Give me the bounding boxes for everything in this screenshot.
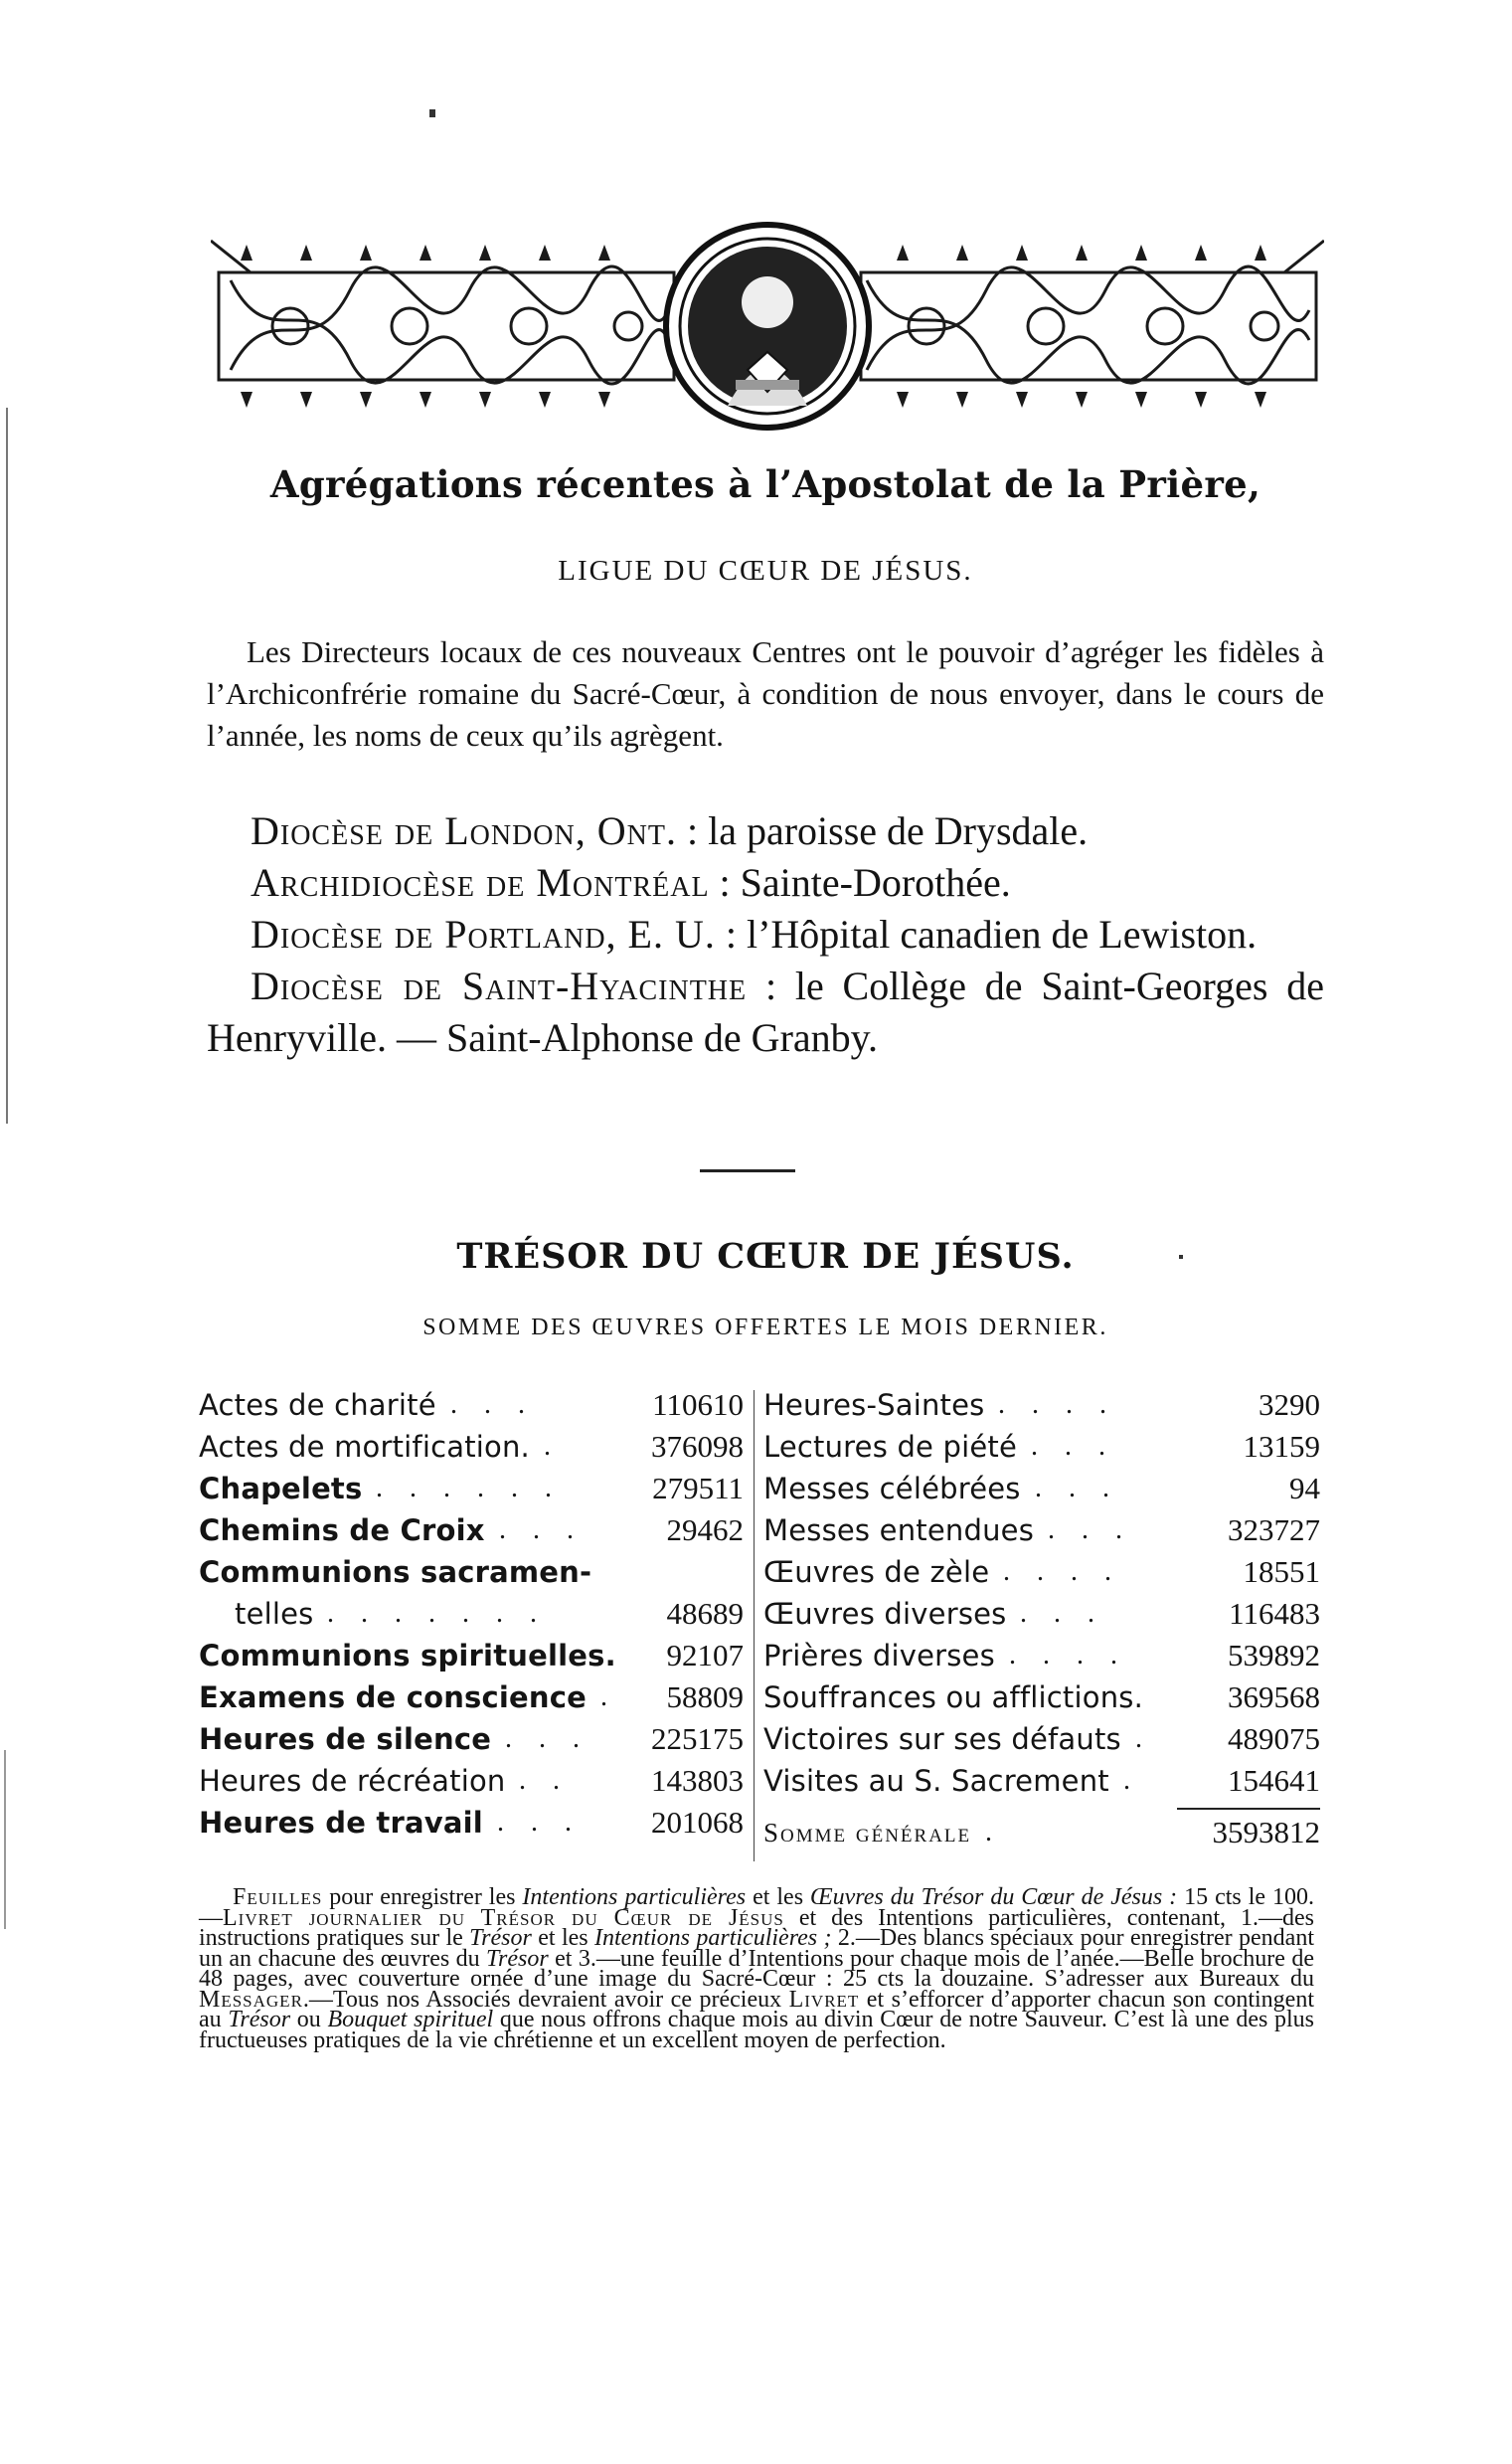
table-row <box>199 1509 744 1551</box>
work-count: 58809 <box>666 1679 744 1714</box>
table-row <box>763 1593 1320 1635</box>
section-subtitle: LIGUE DU CŒUR DE JÉSUS. <box>558 555 973 587</box>
work-label: Visites au S. Sacrement <box>763 1764 1109 1798</box>
total-label: Somme générale <box>763 1818 972 1848</box>
work-count: 376098 <box>651 1429 744 1464</box>
work-label: Heures de récréation <box>199 1764 506 1798</box>
note-text: Livret <box>788 1986 860 2013</box>
leader-dots: . . <box>519 1765 570 1796</box>
table-row <box>763 1509 1320 1551</box>
note-text: et les <box>531 1925 594 1951</box>
table-row <box>763 1676 1320 1718</box>
diocese-places: : la paroisse de Drysdale. <box>676 808 1089 853</box>
table-row <box>763 1468 1320 1509</box>
note-text: Livret journalier du Trésor du Cœur de Jésus <box>223 1904 784 1931</box>
diocese-entry <box>207 909 1324 961</box>
work-count: 143803 <box>651 1763 744 1798</box>
work-count: 94 <box>1289 1471 1320 1505</box>
work-label: Lectures de piété <box>763 1430 1018 1464</box>
work-label: Chemins de Croix <box>199 1513 485 1547</box>
diocese-places: : le Collège de Saint-Georges de Henryville. — Saint-Alphonse de Granby. <box>207 964 1324 1060</box>
work-label: Souffrances ou afflictions. <box>763 1680 1144 1714</box>
work-label: Chapelets <box>199 1472 363 1505</box>
work-label: Œuvres de zèle <box>763 1555 990 1589</box>
note-text: Trésor <box>228 2007 291 2032</box>
diocese-places: : l’Hôpital canadien de Lewiston. <box>715 912 1258 957</box>
note-text: Feuilles <box>233 1884 323 1910</box>
note-text: Intentions particulières <box>522 1884 747 1910</box>
note-text: et des Intentions particulières, contenant, 1.—des instructions pratiques sur le <box>199 1904 1314 1951</box>
work-count: 489075 <box>1228 1721 1320 1756</box>
leader-dots: . . . . <box>1003 1556 1121 1587</box>
table-row <box>763 1635 1320 1676</box>
treasury-table-left <box>199 1384 744 1844</box>
work-count: 225175 <box>651 1721 744 1756</box>
print-speck <box>429 109 435 117</box>
table-row <box>763 1718 1320 1760</box>
leader-dots: . . . <box>497 1807 582 1838</box>
work-label: Communions sacramen- <box>199 1555 592 1589</box>
work-label: Examens de conscience <box>199 1680 588 1714</box>
leader-dots: . <box>1135 1723 1152 1754</box>
total-row <box>763 1812 1320 1853</box>
work-label: Heures de silence <box>199 1722 492 1756</box>
work-count: 48689 <box>666 1596 744 1631</box>
intro-text: Les Directeurs locaux de ces nouveaux Centres ont le pouvoir d’agréger les fidèles à l’Archiconfrérie romaine du Sacré-Cœur, à condition de nous envoyer, dans le cours de l’année, les noms de ceux qu’ils agrègent. <box>207 634 1324 753</box>
page-edge-line <box>4 1750 6 1929</box>
table-row <box>199 1760 744 1802</box>
table-row <box>763 1384 1320 1426</box>
table-row <box>763 1551 1320 1593</box>
diocese-entry <box>207 961 1324 1064</box>
work-count: 110610 <box>652 1387 744 1422</box>
note-text: ou <box>290 2007 328 2032</box>
work-label: Messes entendues <box>763 1513 1035 1547</box>
work-count: 116483 <box>1229 1596 1320 1631</box>
diocese-name: Diocèse de Saint-Hyacinthe <box>251 964 748 1008</box>
work-label: Actes de mortification. <box>199 1430 530 1464</box>
leader-dots: . . . . <box>998 1389 1116 1420</box>
diocese-places: : Sainte-Dorothée. <box>709 860 1011 905</box>
section-title: Agrégations récentes à l’Apostolat de la Prière, <box>269 462 1261 506</box>
note-text: et 3.—une feuille d’Intentions pour chaque mois de l’anée.—Belle brochure de 48 pages, avec couverture ornée d’une image du Sacré-Cœur : 25 cts la douzaine. S’adresser aux Bureaux du <box>199 1945 1314 1992</box>
leader-dots: . . . <box>1031 1431 1115 1462</box>
leader-dots: . . . <box>1035 1473 1119 1503</box>
print-speck <box>1179 1255 1183 1259</box>
work-label: Communions spirituelles. <box>199 1639 616 1672</box>
table-row <box>199 1593 744 1635</box>
table-row <box>199 1676 744 1718</box>
diocese-name: Diocèse de Portland, E. U. <box>251 912 716 957</box>
table-row <box>199 1384 744 1426</box>
column-divider <box>754 1390 755 1861</box>
diocese-entry <box>207 805 1324 857</box>
leader-dots: . . . <box>450 1389 535 1420</box>
work-count: 323727 <box>1228 1512 1320 1547</box>
leader-dots: . <box>985 1817 1002 1848</box>
work-count: 279511 <box>652 1471 744 1505</box>
note-text: .—Tous nos Associés devraient avoir ce précieux <box>302 1986 789 2013</box>
diocese-list <box>207 805 1324 1064</box>
work-label: Œuvres diverses <box>763 1597 1007 1631</box>
work-count: 3290 <box>1259 1387 1320 1422</box>
treasury-title: TRÉSOR DU CŒUR DE JÉSUS. <box>456 1236 1075 1277</box>
note-text: Messager <box>199 1986 303 2013</box>
note-text: Trésor <box>469 1925 532 1951</box>
leader-dots: . . . <box>1048 1514 1132 1545</box>
note-text: pour enregistrer les <box>322 1884 523 1910</box>
note-text: Intentions particulières ; <box>594 1925 832 1951</box>
work-label: Victoires sur ses défauts <box>763 1722 1121 1756</box>
work-label: Heures-Saintes <box>763 1388 985 1422</box>
table-row <box>763 1426 1320 1468</box>
note-text: 2.—Des blancs spéciaux pour enregistrer pendant un an chacune des œuvres du <box>199 1925 1314 1972</box>
work-count: 92107 <box>666 1638 744 1672</box>
leader-dots: . . . . . . . <box>327 1598 547 1629</box>
table-row <box>763 1760 1320 1802</box>
leader-dots: . . . . <box>1009 1640 1127 1671</box>
note-text: et s’efforcer d’apporter chacun son contingent au <box>199 1986 1314 2032</box>
work-count: 18551 <box>1243 1554 1320 1589</box>
work-label: Heures de travail <box>199 1806 483 1840</box>
note-text: et les <box>746 1884 810 1910</box>
work-label: Prières diverses <box>763 1639 995 1672</box>
table-row <box>199 1468 744 1509</box>
total-value: 3593812 <box>1212 1815 1320 1849</box>
diocese-name: Diocèse de London, Ont. <box>251 808 677 853</box>
leader-dots: . . . <box>505 1723 589 1754</box>
work-count: 201068 <box>651 1805 744 1840</box>
work-count: 539892 <box>1228 1638 1320 1672</box>
work-label: Actes de charité <box>199 1388 436 1422</box>
work-label: Messes célébrées <box>763 1472 1021 1505</box>
table-row <box>199 1426 744 1468</box>
note-text: Bouquet spirituel <box>327 2007 494 2032</box>
leader-dots: . <box>1123 1765 1140 1796</box>
footnote-paragraph <box>199 1884 1315 2053</box>
sacred-heart-medallion-ornament-icon <box>211 221 1324 435</box>
footnotes <box>199 1884 1315 2053</box>
table-row <box>199 1551 744 1593</box>
work-label: telles <box>235 1597 314 1631</box>
diocese-name: Archidiocèse de Montréal <box>251 860 710 905</box>
leader-dots: . <box>544 1431 561 1462</box>
total-rule <box>1177 1808 1320 1810</box>
work-count: 154641 <box>1228 1763 1320 1798</box>
intro-paragraph <box>207 631 1324 757</box>
work-count: 13159 <box>1243 1429 1320 1464</box>
page-edge-line <box>6 408 8 1124</box>
note-text: que nous offrons chaque mois au divin Cœur de notre Sauveur. C’est là une des plus fructueuses pratiques de la vie chrétienne et un excellent moyen de perfection. <box>199 2007 1315 2053</box>
table-row <box>199 1802 744 1844</box>
note-text: Œuvres du Trésor du Cœur de Jésus : <box>810 1884 1178 1910</box>
leader-dots: . . . . . . <box>376 1473 562 1503</box>
table-row <box>199 1718 744 1760</box>
leader-dots: . . . <box>1020 1598 1104 1629</box>
leader-dots: . <box>600 1681 617 1712</box>
note-text: Trésor <box>486 1945 549 1972</box>
diocese-entry <box>207 857 1324 909</box>
section-separator <box>700 1169 795 1172</box>
treasury-table-right <box>763 1384 1320 1853</box>
leader-dots: . . . <box>499 1514 584 1545</box>
work-count: 369568 <box>1228 1679 1320 1714</box>
note-text: 15 cts le 100.— <box>199 1884 1315 1931</box>
work-count: 29462 <box>666 1512 744 1547</box>
treasury-subtitle: SOMME DES ŒUVRES OFFERTES LE MOIS DERNIER. <box>422 1315 1108 1340</box>
table-row <box>199 1635 744 1676</box>
